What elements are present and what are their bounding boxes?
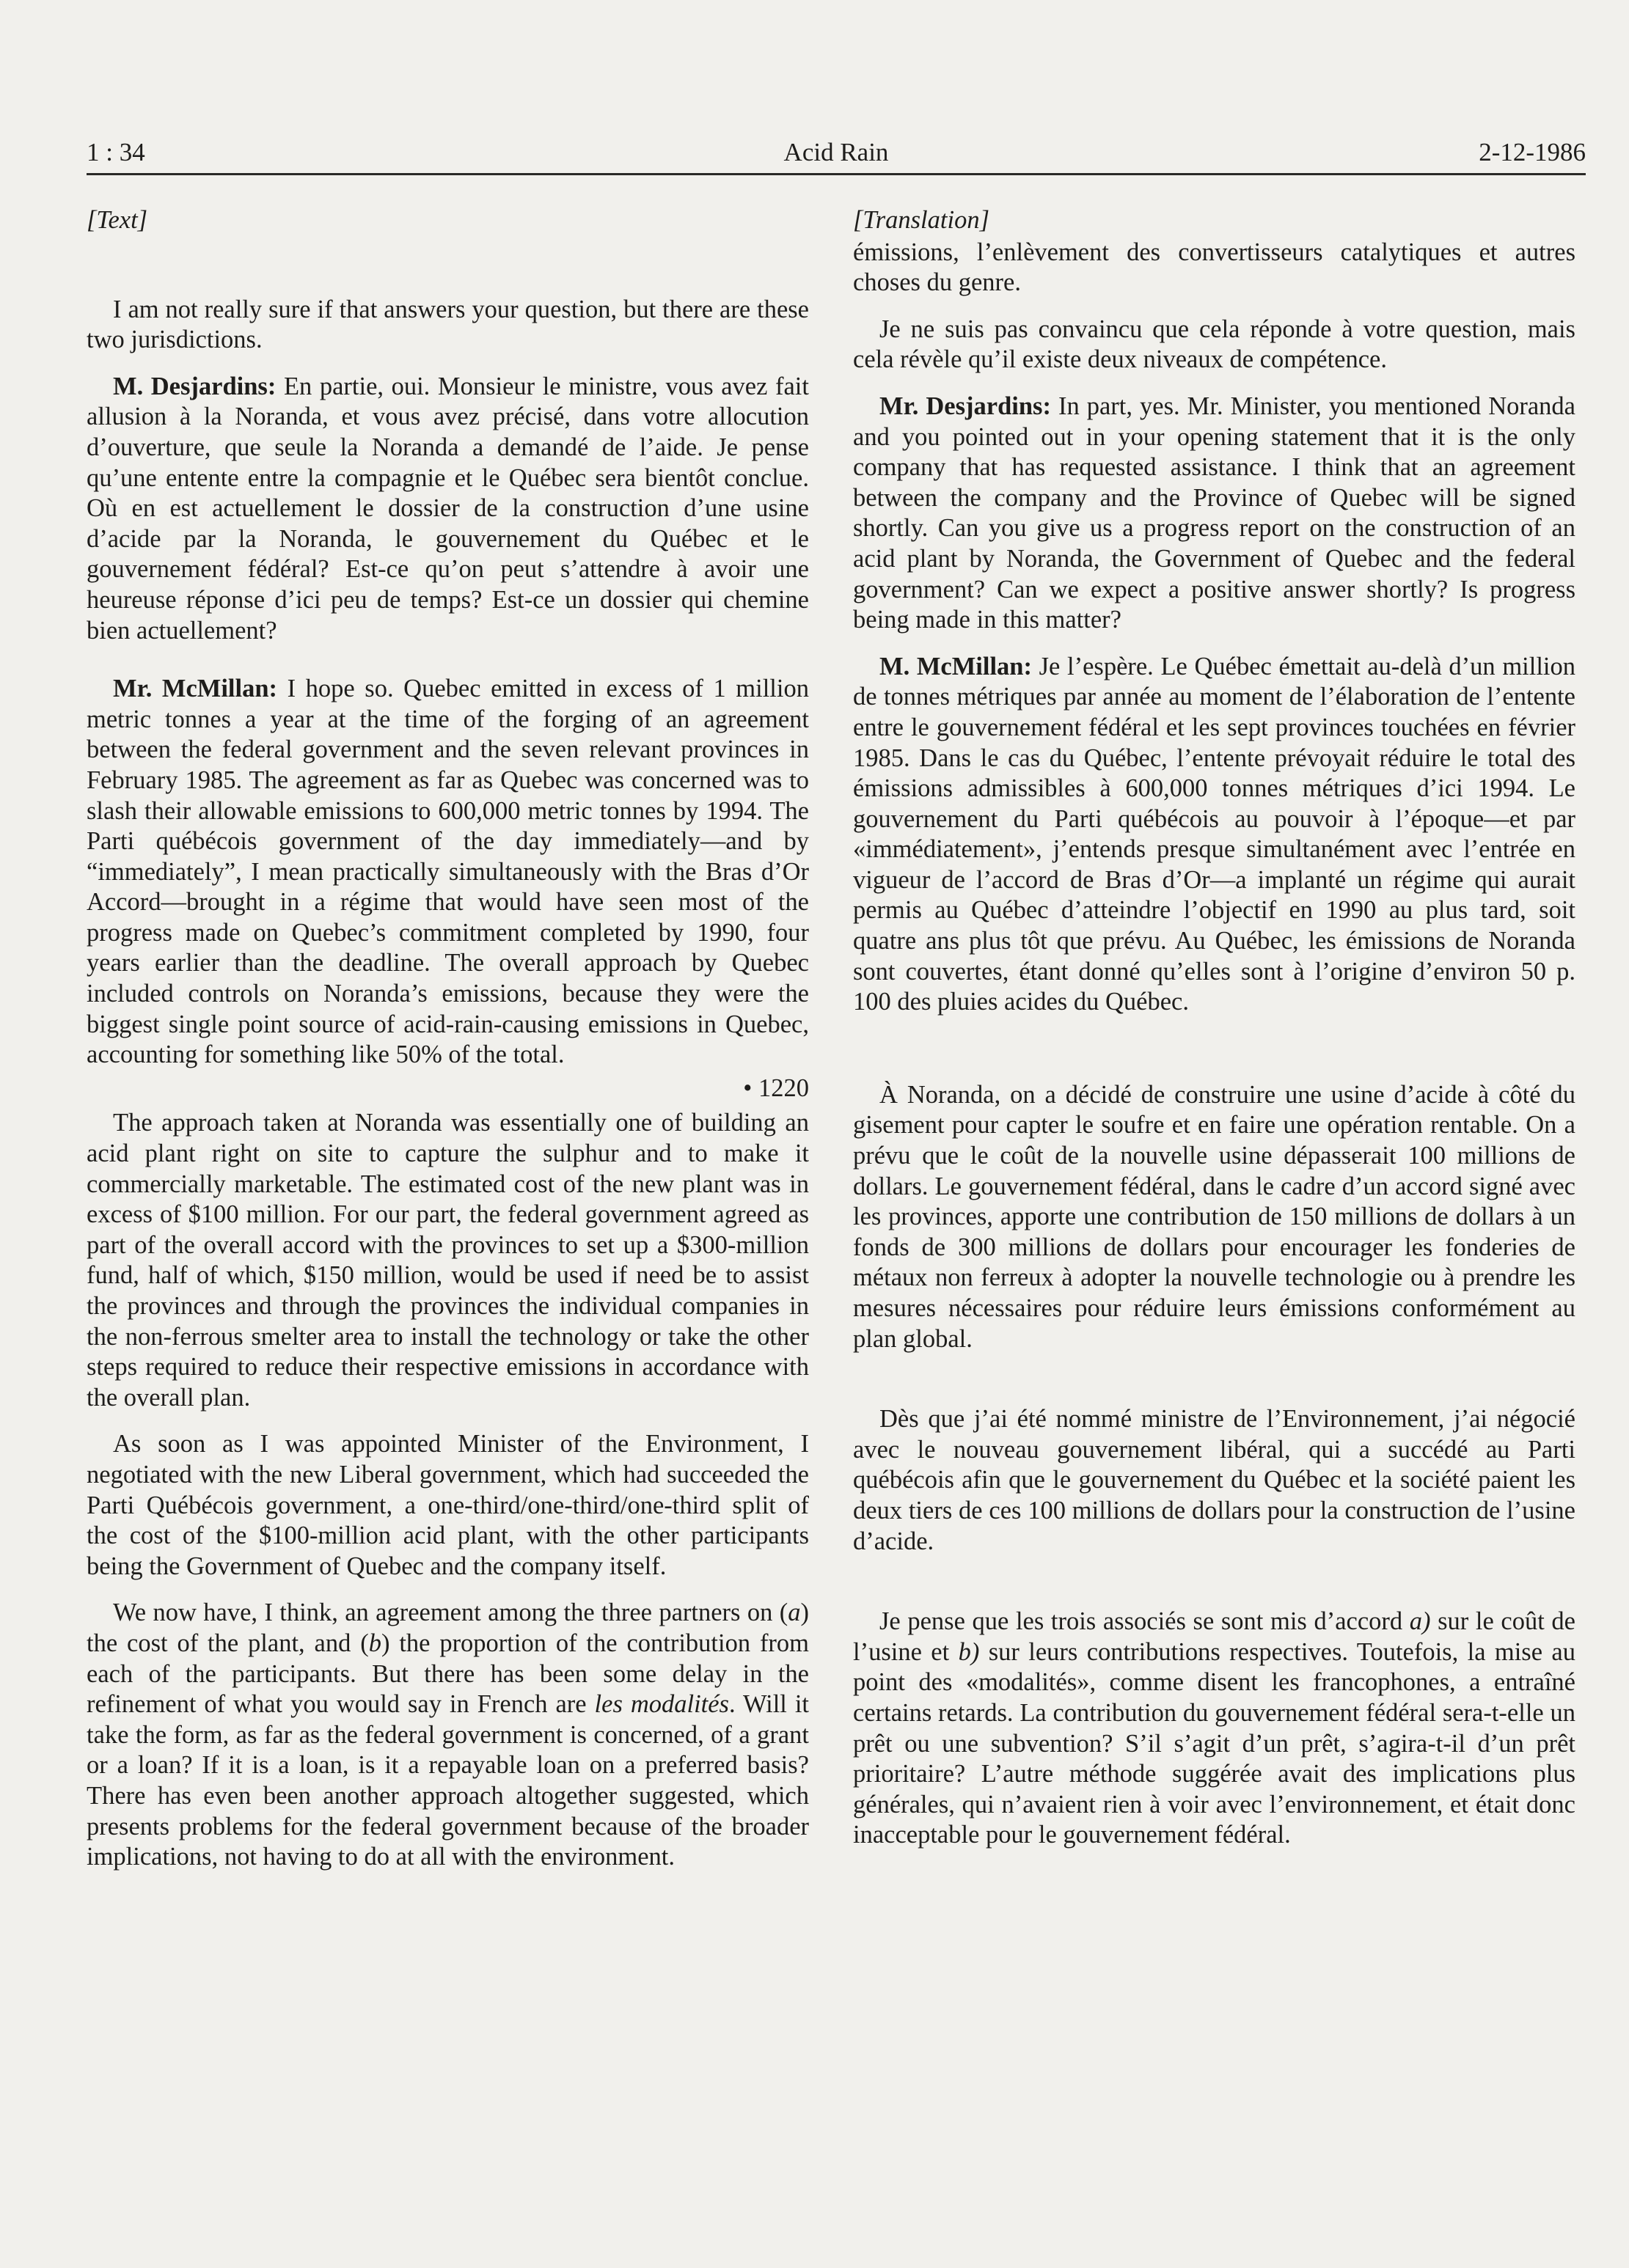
speaker-name: M. Desjardins: — [113, 372, 277, 400]
speaker-name: Mr. McMillan: — [113, 675, 278, 703]
speech-text: En partie, oui. Monsieur le ministre, vous avez fait allusion à la Noranda, et vous avez précisé, dans votre allocution d’ouverture, que seule la Noranda a demandé de l’aide. Je pense qu’une entente entre la compagnie et le Québec sera bientôt conclue. Où en est actuellement le dossier de la construction d’une usine d’acide par la Noranda, le gouvernement du Québec et le gouvernement fédéral? Est-ce qu’on peut s’attendre à avoir une heureuse réponse d’ici peu de temps? Est-ce un dossier qui chemine bien actuellement? — [87, 372, 809, 645]
paragraph: As soon as I was appointed Minister of the Environment, I negotiated with the new Liberal government, which had succeeded the Parti Québécois government, a one-third/one-third/one-third split of the cost of the $100-million acid plant, with the other participants being the Government of Quebec and the company itself. — [87, 1430, 809, 1580]
enum-label: (a) — [779, 1599, 809, 1627]
column-label-translation: [Translation] — [853, 206, 989, 234]
running-title: Acid Rain — [783, 138, 889, 166]
enum-label: b) — [958, 1637, 980, 1666]
right-column — [853, 205, 1575, 1867]
speech-text: In part, yes. Mr. Minister, you mentioned Noranda and you pointed out in your opening statement that it is the only company that has requested assistance. I think that an agreement between the company and the Province of Quebec will be signed shortly. Can you give us a progress report on the construction of an acid plant by Noranda, the Government of Quebec and the federal government? Can we expect a positive answer shortly? Is progress being made in this matter? — [853, 392, 1575, 634]
paragraph: The approach taken at Noranda was essentially one of building an acid plant right on site to capture the sulphur and to make it commercially marketable. The estimated cost of the new plant was in excess of $100 million. For our part, the federal government agreed as part of the overall accord with the provinces to set up a $300-million fund, half of which, $150 million, would be used if need be to assist the provinces and through the provinces the individual companies in the non-ferrous smelter area to install the technology or take the other steps required to reduce their respective emissions in accordance with the overall plan. — [87, 1109, 809, 1412]
left-column — [87, 205, 809, 1889]
speech-text: I hope so. Quebec emitted in excess of 1 million metric tonnes a year at the time of the forging of an agreement between the federal government and the seven relevant provinces in February 1985. The agreement as far as Quebec was concerned was to slash their allowable emissions to 600,000 metric tonnes by 1994. The Parti québécois government of the day immediately—and by “immediately”, I mean practically simultaneously with the Bras d’Or Accord—brought in a régime that would have seen most of the progress made on Quebec’s commitment completed by 1990, four years earlier than the deadline. The overall approach by Quebec included controls on Noranda’s emissions, because they were the biggest single point source of acid-rain-causing emissions in Quebec, accounting for something like 50% of the total. — [87, 675, 809, 1069]
paragraph — [853, 1607, 1575, 1851]
paragraph: I am not really sure if that answers your question, but there are these two jurisdictions. — [87, 295, 809, 354]
paragraph-desjardins — [87, 372, 809, 646]
enum-label: (b) — [360, 1629, 390, 1657]
page-number: 1 : 34 — [87, 138, 145, 166]
italic-term: les modalités — [594, 1690, 729, 1719]
text-run: the cost of the plant, and — [87, 1629, 361, 1657]
paragraph: Je ne suis pas convaincu que cela réponde à votre question, mais cela révèle qu’il existe deux niveaux de compétence. — [853, 315, 1575, 374]
enum-label: a) — [1409, 1607, 1431, 1636]
text-run: . Will it take the form, as far as the federal government is concerned, of a grant or a loan? If it is a loan, is it a repayable loan on a preferred basis? There has even been another approach altogether suggested, which presents problems for the federal government because of the broader implications, not having to do at all with the environment. — [87, 1690, 809, 1871]
text-run: sur le coût de l’usine et — [853, 1607, 1575, 1666]
text-run: We now have, I think, an agreement among the three partners on — [113, 1599, 780, 1627]
speaker-name: Mr. Desjardins: — [879, 392, 1051, 420]
speech-text: Je l’espère. Le Québec émettait au-delà d’un million de tonnes métriques par année au moment de l’élaboration de l’entente entre le gouvernement fédéral et les sept provinces touchées en février 1985. Dans le cas du Québec, l’entente prévoyait réduire le total des émissions admissibles à 600,000 tonnes métriques d’ici 1994. Le gouvernement du Parti québécois au pouvoir à l’époque—et par «immédiatement», j’entends presque simultanément avec l’entrée en vigueur de l’accord de Bras d’Or—a implanté un régime qui aurait permis au Québec d’atteindre l’objectif en 1990 au plus tard, soit quatre ans plus tôt que prévu. Au Québec, les émissions de Noranda sont couvertes, étant donné qu’elles sont à l’origine d’environ 50 p. 100 des pluies acides du Québec. — [853, 652, 1575, 1016]
page-header — [87, 131, 1586, 175]
column-label-text: [Text] — [87, 206, 148, 234]
paragraph-mcmillan — [87, 674, 809, 1071]
text-run: Je pense que les trois associés se sont mis d’accord — [879, 1607, 1410, 1636]
paragraph: émissions, l’enlèvement des convertisseurs catalytiques et autres choses du genre. — [853, 238, 1575, 297]
paragraph: À Noranda, on a décidé de construire une usine d’acide à côté du gisement pour capter le soufre et en faire une opération rentable. On a prévu que le coût de la nouvelle usine dépasserait 100 millions de dollars. Le gouvernement fédéral, dans le cadre d’un accord signé avec les provinces, apporte une contribution de 150 millions de dollars à un fonds de 300 millions de dollars pour encourager les fonderies de métaux non ferreux à adopter la nouvelle technologie ou à prendre les mesures nécessaires pour réduire leurs émissions conformément au plan global. — [853, 1080, 1575, 1353]
page-date: 2-12-1986 — [1479, 138, 1586, 166]
paragraph-desjardins — [853, 392, 1575, 636]
paragraph — [87, 1598, 809, 1872]
text-run: sur leurs contributions respectives. Toutefois, la mise au point des «modalités», comme disent les francophones, a entraîné certains retards. La contribution du gouvernement fédéral sera-t-elle un prêt ou une subvention? S’il s’agit d’un prêt, s’agira-t-il d’un prêt prioritaire? L’autre méthode suggérée avait des implications plus générales, qui n’avaient rien à voir avec l’environnement, et était donc inacceptable pour le gouvernement fédéral. — [853, 1637, 1575, 1849]
paragraph-mcmillan — [853, 652, 1575, 1018]
time-marker: • 1220 — [743, 1074, 809, 1102]
paragraph: Dès que j’ai été nommé ministre de l’Environnement, j’ai négocié avec le nouveau gouvernement libéral, qui a succédé au Parti québécois afin que le gouvernement du Québec et la société paient les deux tiers de ces 100 millions de dollars pour la construction de l’usine d’acide. — [853, 1405, 1575, 1555]
text-run: the proportion of the contribution from each of the participants. But there has been some delay in the refinement of what you would say in French are — [87, 1629, 810, 1719]
speaker-name: M. McMillan: — [879, 652, 1032, 680]
